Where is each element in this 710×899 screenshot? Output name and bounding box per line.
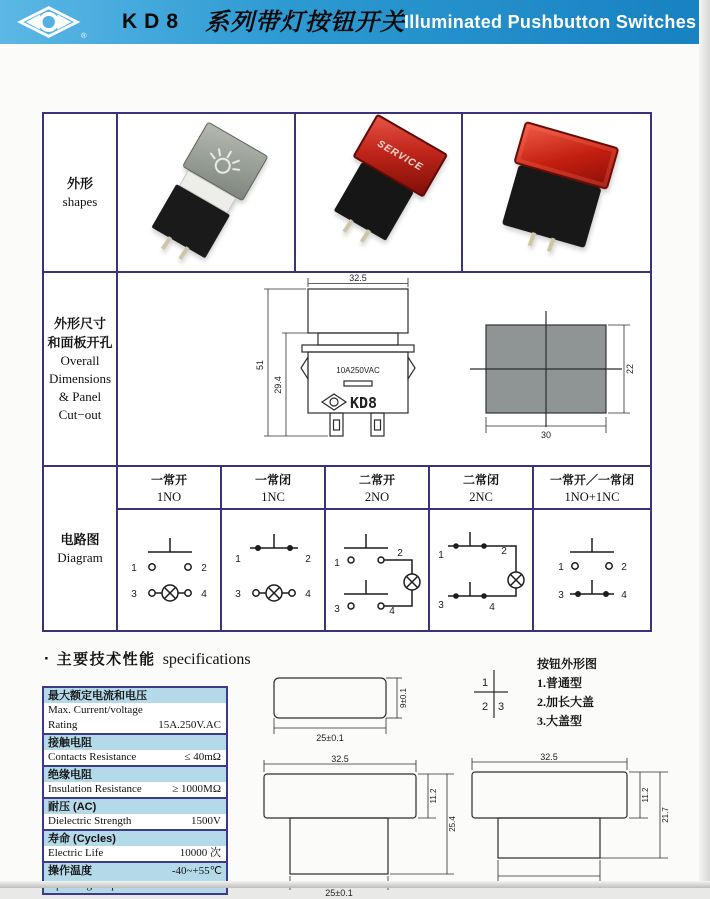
legend-item-3: 3.大盖型: [537, 714, 583, 728]
dims-label-en2: Dimensions: [48, 371, 112, 386]
svg-text:2: 2: [501, 546, 507, 557]
svg-text:2: 2: [305, 554, 311, 565]
col-cn: 一常闭: [254, 472, 291, 487]
header-banner: [0, 0, 710, 44]
switch-illustration: [492, 121, 619, 262]
cap-text: SERVICE: [375, 138, 426, 174]
shapes-label-cn: 外形: [66, 176, 93, 191]
spec-cn: 耐压 (AC): [44, 799, 226, 814]
brand-logo-icon: [12, 3, 112, 41]
switch-photo-grey: [118, 114, 294, 271]
drawing-logo-text: KD8: [350, 394, 378, 412]
spec-en: Max. Current/voltage: [48, 704, 143, 716]
col-en: 1NO+1NC: [564, 489, 620, 504]
col-en: 1NC: [261, 489, 285, 504]
circuit-diagram-1no1nc: [534, 510, 650, 630]
spec-en: Electric Life: [48, 847, 104, 859]
circuit-diagram-2nc: [430, 510, 534, 630]
photo-cell-2: [296, 114, 463, 273]
page-scan-edge-right: [699, 0, 710, 888]
title-chinese: 系列带灯按钮开关: [205, 9, 405, 36]
col-en: 1NO: [156, 489, 182, 504]
circuit-col-1no1nc-header: [534, 467, 650, 510]
switch-photo-service: [296, 114, 461, 271]
dim-cap-width: 32.5: [349, 273, 367, 283]
svg-text:3: 3: [334, 604, 340, 615]
spec-value: -40~+55℃: [171, 865, 222, 877]
svg-text:2: 2: [397, 548, 403, 559]
photo-cell-1: [118, 114, 296, 273]
svg-text:1: 1: [481, 677, 489, 689]
spec-value: ≤ 40mΩ: [184, 751, 221, 763]
spec-cn: 最大额定电流和电压: [44, 688, 226, 703]
svg-text:4: 4: [621, 590, 627, 601]
legend-title: 按钮外形图: [537, 657, 598, 671]
spec-value: 10000 次: [179, 847, 221, 859]
spec-en2: Rating: [48, 719, 78, 731]
dim-cutout-width: 30: [540, 430, 552, 440]
svg-text:1: 1: [438, 550, 444, 561]
dimension-drawing-cell: [118, 273, 650, 467]
spec-row-electric-life: [44, 831, 226, 863]
page-scan-edge-bottom: [0, 881, 710, 888]
svg-text:32.5: 32.5: [331, 754, 349, 764]
dim-cutout-height: 22: [625, 363, 635, 375]
spec-en: Contacts Resistance: [48, 751, 137, 763]
diagram-row-label: [44, 467, 118, 630]
spec-value: 15A.250V.AC: [158, 719, 221, 731]
col-cn: 二常闭: [462, 472, 499, 487]
svg-text:21.7: 21.7: [661, 807, 670, 823]
spec-en: Insulation Resistance: [48, 783, 142, 795]
button-figure-legend: [537, 655, 677, 731]
main-table: [42, 112, 652, 632]
shapes-row-label: [44, 114, 118, 273]
circuit-diagram-1nc: [222, 510, 326, 630]
spec-row-insulation-resistance: [44, 767, 226, 799]
svg-text:2: 2: [481, 701, 489, 713]
svg-text:2: 2: [201, 563, 207, 574]
spec-row-rating: [44, 688, 226, 735]
switch-illustration: [318, 113, 449, 257]
diagram-1no-cell: [118, 510, 222, 630]
spec-heading-cn: 主要技术性能: [56, 651, 156, 668]
svg-text:1: 1: [558, 562, 564, 573]
circuit-diagram-1no: [118, 510, 222, 630]
spec-value: 1500V: [191, 815, 221, 827]
spec-cn: 操作温度: [48, 865, 92, 877]
diagram-label-cn: 电路图: [60, 532, 100, 547]
spec-value: ≥ 1000MΩ: [172, 783, 221, 795]
photo-cell-3: [463, 114, 650, 273]
svg-text:25.4: 25.4: [448, 816, 457, 832]
col-en: 2NO: [364, 489, 390, 504]
rating-text: 10A250VAC: [336, 366, 380, 375]
col-cn: 一常开／一常闭: [549, 472, 634, 487]
specifications-heading: [44, 648, 251, 669]
bullet: ·: [44, 649, 50, 668]
shapes-label-en: shapes: [62, 194, 98, 209]
svg-text:4: 4: [201, 589, 207, 600]
dim-body-height: 29.4: [273, 376, 283, 394]
svg-text:11.2: 11.2: [641, 787, 650, 803]
svg-text:3: 3: [497, 701, 505, 713]
registered-mark: ®: [81, 31, 87, 41]
switch-illustration: [141, 121, 268, 271]
legend-item-1: 1.普通型: [537, 676, 583, 690]
switch-photo-red: [463, 114, 650, 271]
svg-text:25±0.1: 25±0.1: [325, 888, 353, 898]
dims-label-cn2: 和面板开孔: [47, 335, 113, 350]
circuit-diagram-2no: [326, 510, 430, 630]
svg-text:11.2: 11.2: [429, 788, 438, 804]
title-english: Illuminated Pushbutton Switches: [404, 12, 697, 32]
spec-cn: 寿命 (Cycles): [44, 831, 226, 846]
svg-text:1: 1: [131, 563, 137, 574]
spec-cn: 绝缘电阻: [44, 767, 226, 782]
cap-side-view-type2-drawing: [250, 754, 462, 899]
svg-text:1: 1: [235, 554, 241, 565]
svg-text:4: 4: [305, 589, 311, 600]
diagram-1nc-cell: [222, 510, 326, 630]
spec-table: [42, 686, 228, 895]
svg-text:4: 4: [389, 606, 395, 617]
dims-label-en1: Overall: [60, 353, 100, 368]
svg-text:4: 4: [489, 602, 495, 613]
circuit-col-2no-header: [326, 467, 430, 510]
spec-cn: 接触电阻: [44, 735, 226, 750]
circuit-col-1no-header: [118, 467, 222, 510]
svg-text:9±0.1: 9±0.1: [399, 688, 408, 708]
svg-text:32.5: 32.5: [540, 752, 558, 762]
svg-text:3: 3: [558, 590, 564, 601]
circuit-col-2nc-header: [430, 467, 534, 510]
spec-heading-en: specifications: [162, 651, 251, 668]
col-en: 2NC: [469, 489, 493, 504]
dim-total-height: 51: [255, 359, 265, 371]
svg-text:3: 3: [438, 600, 444, 611]
dims-label-en3: & Panel: [58, 389, 102, 404]
svg-text:3: 3: [131, 589, 137, 600]
col-cn: 一常开: [150, 472, 187, 487]
svg-text:2: 2: [621, 562, 627, 573]
spec-row-operating-temperature: [44, 863, 226, 893]
dims-label-cn1: 外形尺寸: [53, 316, 106, 331]
lamp-symbol-icon: [202, 139, 249, 185]
figure-index-marker: [472, 668, 508, 720]
spec-row-contact-resistance: [44, 735, 226, 767]
diagram-1no1nc-cell: [534, 510, 650, 630]
dimensions-row-label: [44, 273, 118, 467]
diagram-label-en: Diagram: [57, 550, 103, 565]
front-view-drawing: [118, 273, 650, 467]
model-code: KD8: [122, 10, 186, 33]
svg-text:25±0.1: 25±0.1: [316, 733, 344, 743]
spec-en: Dielectric Strength: [48, 815, 132, 827]
spec-row-dielectric-strength: [44, 799, 226, 831]
svg-text:3: 3: [235, 589, 241, 600]
circuit-col-1nc-header: [222, 467, 326, 510]
cap-top-view-drawing: [262, 670, 432, 750]
col-cn: 二常开: [358, 472, 395, 487]
svg-text:1: 1: [334, 558, 340, 569]
diagram-2no-cell: [326, 510, 430, 630]
legend-item-2: 2.加长大盖: [537, 695, 595, 709]
cap-side-view-type3-drawing: [460, 752, 680, 897]
dims-label-en4: Cut−out: [58, 407, 102, 422]
diagram-2nc-cell: [430, 510, 534, 630]
